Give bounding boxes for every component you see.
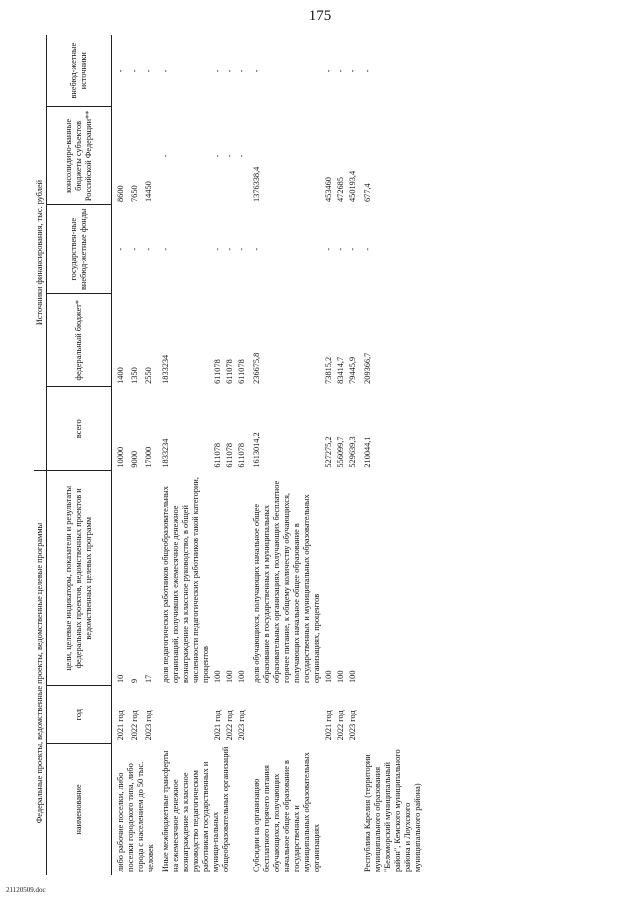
- row-indicator: 9: [130, 678, 140, 683]
- funding-table: [34, 35, 424, 875]
- row-federal: 611078: [237, 359, 246, 384]
- row-indicator: 100: [237, 670, 246, 683]
- row-year: 2023 год: [348, 710, 357, 741]
- col-goals-header: цели, целевые индикаторы, показатели и результаты федеральных проектов, ведомственных проектов и ведомственных целевых программ: [47, 471, 112, 686]
- row-total: 529639,3: [348, 436, 357, 468]
- summary-federal: 209366,7: [363, 352, 372, 384]
- row-consolidated: -: [237, 154, 246, 158]
- row-state-funds: -: [116, 247, 125, 251]
- row-indicator: 10: [116, 674, 125, 683]
- row-description: доля обучающихся, получающих начальное общее образование в государственных и муниципальных образовательных организациях, получающих бесплатное горячее питание, к общему количеству обучающихся, получающих начальное общее образование в государственных и муниципальных образовательных организациях, процентов: [252, 480, 321, 683]
- row-year: 2022 год: [225, 710, 234, 741]
- funding-title: Источники финансирования, тыс. рублей: [34, 35, 47, 471]
- row-year: 2023 год: [144, 710, 154, 741]
- col-year-header: год: [47, 686, 112, 743]
- section-title: Федеральные проекты, ведомственные проекты, ведомственные целевые программы: [34, 471, 47, 875]
- table-body: [112, 35, 425, 875]
- col-extra-header: внебюд-жетные источники: [47, 35, 112, 107]
- summary-total: 210044,1: [363, 436, 372, 468]
- col-consolidated-header: консолидиро-ванные бюджеты субъектов Российской Федерации**: [47, 107, 112, 205]
- summary-total: 1613014,2: [252, 432, 261, 468]
- row-federal: 73815,2: [324, 356, 333, 384]
- summary-total: 1833234: [161, 438, 170, 468]
- row-federal: 611078: [213, 359, 222, 384]
- summary-federal: 1833234: [161, 354, 170, 384]
- table-row: [248, 35, 323, 875]
- row-total: 17000: [144, 446, 154, 468]
- row-federal: 2550: [144, 367, 154, 384]
- row-consolidated: 14450: [144, 181, 154, 202]
- row-indicator: 100: [225, 670, 234, 683]
- row-state-funds: -: [324, 247, 333, 251]
- col-total-header: всего: [47, 387, 112, 471]
- summary-federal: 236675,8: [252, 352, 261, 384]
- summary-state-funds: -: [252, 247, 261, 251]
- row-consolidated: -: [213, 154, 222, 158]
- footer-filename: 21120509.doc: [6, 886, 46, 894]
- row-year: 2021 год: [116, 710, 125, 741]
- row-state-funds: -: [336, 247, 345, 251]
- rotated-table-wrapper: [34, 35, 600, 875]
- row-state-funds: -: [348, 247, 357, 251]
- table-row: [359, 35, 424, 875]
- row-name: Иные межбюджетные трансферты на ежемесячное денежное вознаграждение за классное руководство педагогическим работникам государственных и муници-пальных общеобразовательных организаций: [161, 746, 230, 872]
- table-row: [157, 35, 212, 875]
- row-year: 2022 год: [130, 710, 140, 741]
- row-consolidated: -: [225, 154, 234, 158]
- row-federal: 1350: [130, 367, 140, 384]
- row-extra: -: [324, 69, 333, 73]
- row-total: 556099,7: [336, 436, 345, 468]
- col-federal-header: федеральный бюджет*: [47, 294, 112, 387]
- row-federal: 83414,7: [336, 356, 345, 384]
- row-total: 611078: [225, 443, 234, 468]
- row-total: 611078: [213, 443, 222, 468]
- row-total: 10000: [116, 446, 125, 468]
- summary-state-funds: -: [363, 247, 372, 251]
- col-state-funds-header: государствен-ные внебюд-жетные фонды: [47, 205, 112, 294]
- summary-extra: -: [363, 69, 372, 73]
- row-year: 2021 год: [213, 710, 222, 741]
- row-federal: 611078: [225, 359, 234, 384]
- row-indicator: 100: [324, 670, 333, 683]
- table-header: [34, 35, 112, 875]
- row-extra: -: [225, 69, 234, 73]
- row-federal: 79445,9: [348, 356, 357, 384]
- row-state-funds: -: [144, 247, 154, 251]
- row-total: 9000: [130, 451, 140, 468]
- row-extra: -: [130, 69, 140, 73]
- row-state-funds: -: [213, 247, 222, 251]
- row-state-funds: -: [130, 247, 140, 251]
- summary-extra: -: [161, 69, 170, 73]
- row-extra: -: [336, 69, 345, 73]
- row-consolidated: 8600: [116, 185, 125, 202]
- row-extra: -: [348, 69, 357, 73]
- row-indicator: 17: [144, 674, 154, 683]
- page-number: 175: [308, 8, 332, 24]
- summary-state-funds: -: [161, 247, 170, 251]
- row-name: Субсидии на организацию бесплатного горячего питания обучающихся, получающих начальное общее образование в государственных и муниципальных образовательных организациях: [252, 752, 321, 872]
- row-extra: -: [144, 69, 154, 73]
- row-extra: -: [213, 69, 222, 73]
- row-state-funds: -: [237, 247, 246, 251]
- row-year: 2023 год: [237, 710, 246, 741]
- row-indicator: 100: [348, 670, 357, 683]
- row-state-funds: -: [225, 247, 234, 251]
- row-total: 611078: [237, 443, 246, 468]
- row-consolidated: 472685: [336, 177, 345, 202]
- row-extra: -: [116, 69, 125, 73]
- row-total: 527275,2: [324, 436, 333, 468]
- row-federal: 1400: [116, 367, 125, 384]
- summary-consolidated: 677,4: [363, 183, 372, 202]
- row-name: либо рабочие поселки, либо поселки городского типа, либо города с населением до 50 тыс. человек: [116, 761, 155, 872]
- row-indicator: 100: [213, 670, 222, 683]
- row-indicator: 100: [336, 670, 345, 683]
- summary-extra: -: [252, 69, 261, 73]
- row-consolidated: 7650: [130, 185, 140, 202]
- row-name: Республика Карелия (территории муниципального образования "Беломорский муниципальный район", Кемского муниципального района и Лоухского муниципального района): [363, 749, 422, 872]
- summary-consolidated: 1376338,4: [252, 166, 261, 202]
- col-name-header: наименование: [47, 743, 112, 875]
- summary-consolidated: -: [161, 154, 170, 158]
- row-extra: -: [237, 69, 246, 73]
- row-consolidated: 453460: [324, 177, 333, 202]
- table-row: [112, 35, 130, 875]
- row-year: 2022 год: [336, 710, 345, 741]
- row-consolidated: 450193,4: [348, 170, 357, 202]
- row-year: 2021 год: [324, 710, 333, 741]
- row-description: доля педагогических работников общеобразовательных организаций, получивших ежемесячное денежное вознаграждение за классное руководство, в общей численности педагогических работников такой категории, процентов: [161, 477, 210, 683]
